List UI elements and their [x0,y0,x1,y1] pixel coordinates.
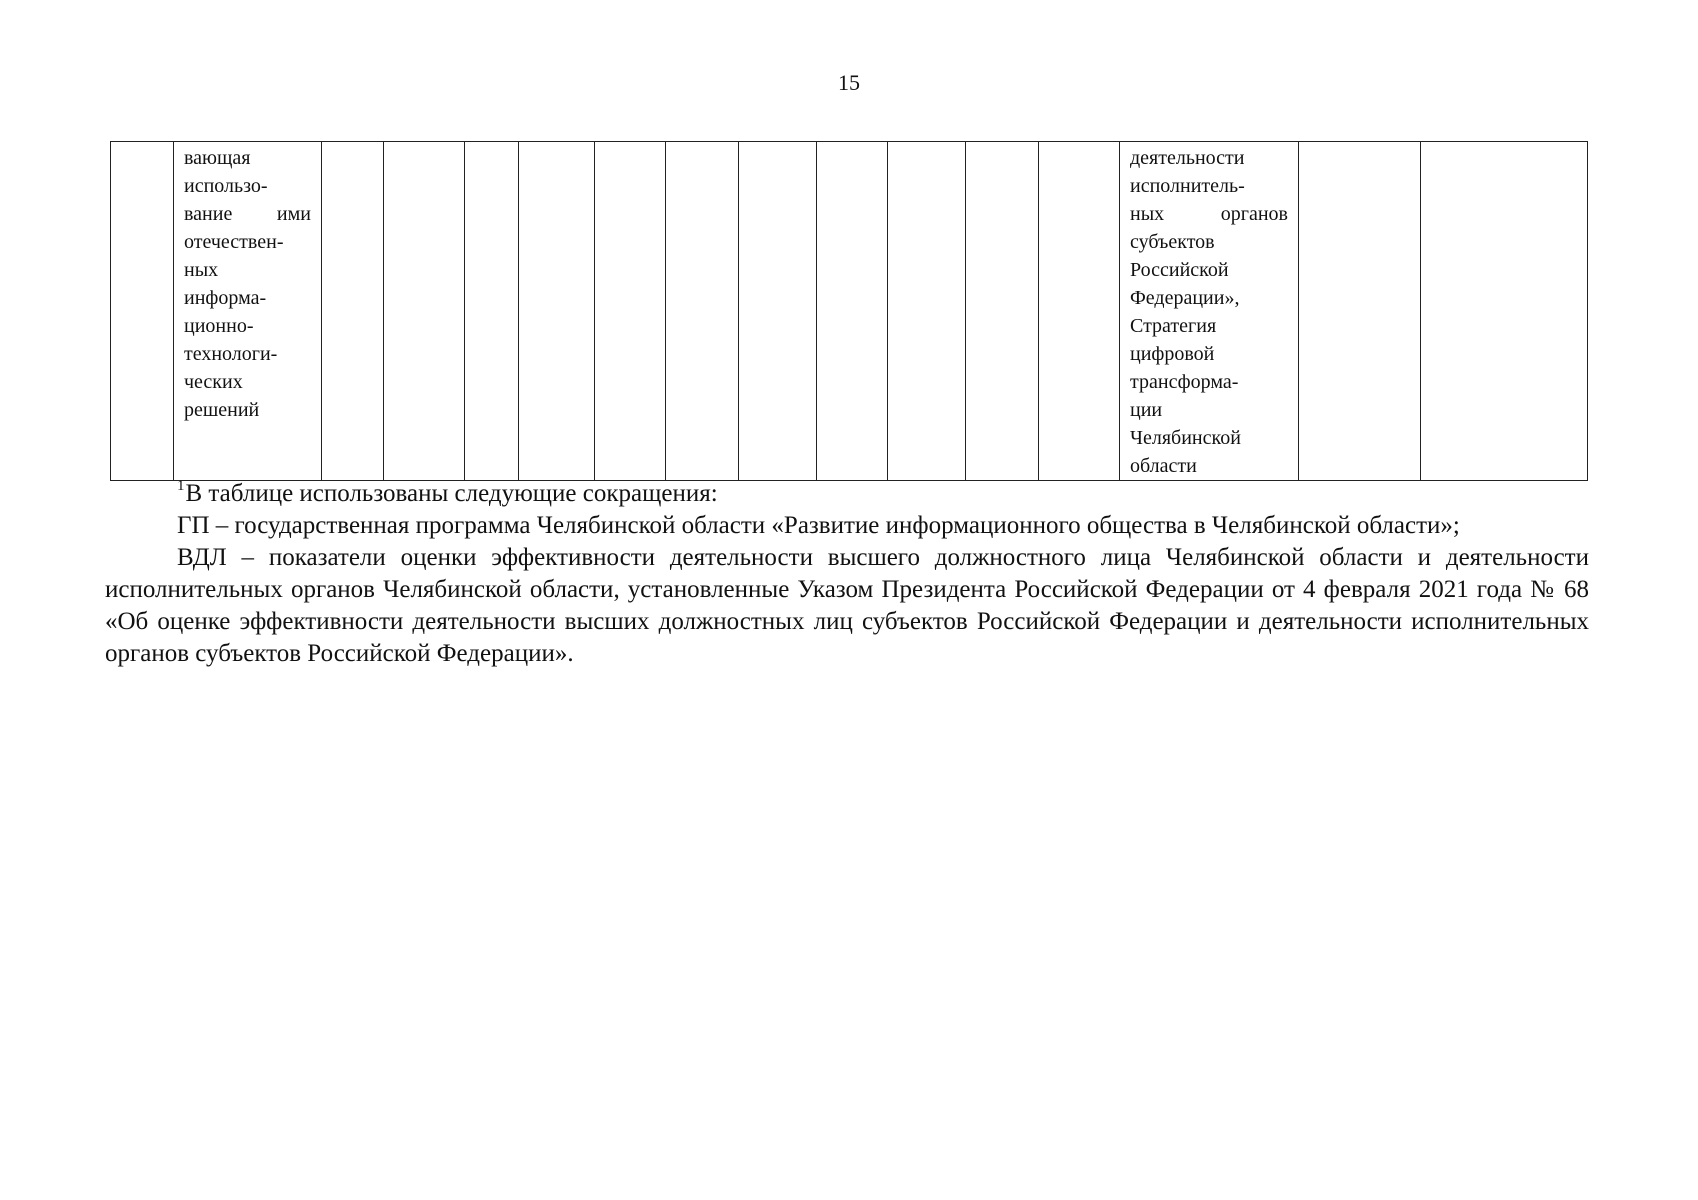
indicators-table-continuation [110,141,1588,481]
footnote-gp-definition: ГП – государственная программа Челябинской области «Развитие информационного общества в Челябинской области»; [177,512,1460,539]
table-cell-empty [384,142,465,481]
page-number: 15 [838,70,860,95]
footnote-mark: 1 [177,478,185,494]
footnote-intro-text: В таблице использованы следующие сокращения: [185,480,718,507]
table-cell-empty [817,142,888,481]
table-cell-empty [465,142,519,481]
table-cell-source-document [1120,142,1299,481]
table-cell-empty [666,142,739,481]
table-cell-empty [1039,142,1120,481]
source-document-text: деятельности исполнитель- ных органов субъектов Российской Федерации», Стратегия цифровой трансформа- ции Челябинской области [1130,147,1288,477]
table-cell-empty [322,142,384,481]
table-cell-empty [595,142,666,481]
table-cell-empty [739,142,817,481]
table-cell-empty [1421,142,1588,481]
footnotes-section [105,478,1589,670]
footnote-vdl-definition: ВДЛ – показатели оценки эффективности деятельности высшего должностного лица Челябинской области и деятельности исполнительных органов Челябинской области, установленные Указом Президента Российской Федерации от 4 февраля 2021 года № 68 «Об оценке эффективности деятельности высших должностных лиц субъектов Российской Федерации и деятельности исполнительных органов субъектов Российской Федерации». [105,544,1589,667]
table-cell-indicator-name [174,142,322,481]
table-cell-empty [1299,142,1421,481]
table-cell-empty [888,142,966,481]
table-cell-empty [966,142,1039,481]
table-row [111,142,1588,481]
table-cell-empty [519,142,595,481]
footnote-intro [105,478,1589,510]
table-cell-number [111,142,174,481]
indicator-name-text: вающая использо- вание ими отечествен- ных информа- ционно- технологи- ческих решений [184,147,311,421]
